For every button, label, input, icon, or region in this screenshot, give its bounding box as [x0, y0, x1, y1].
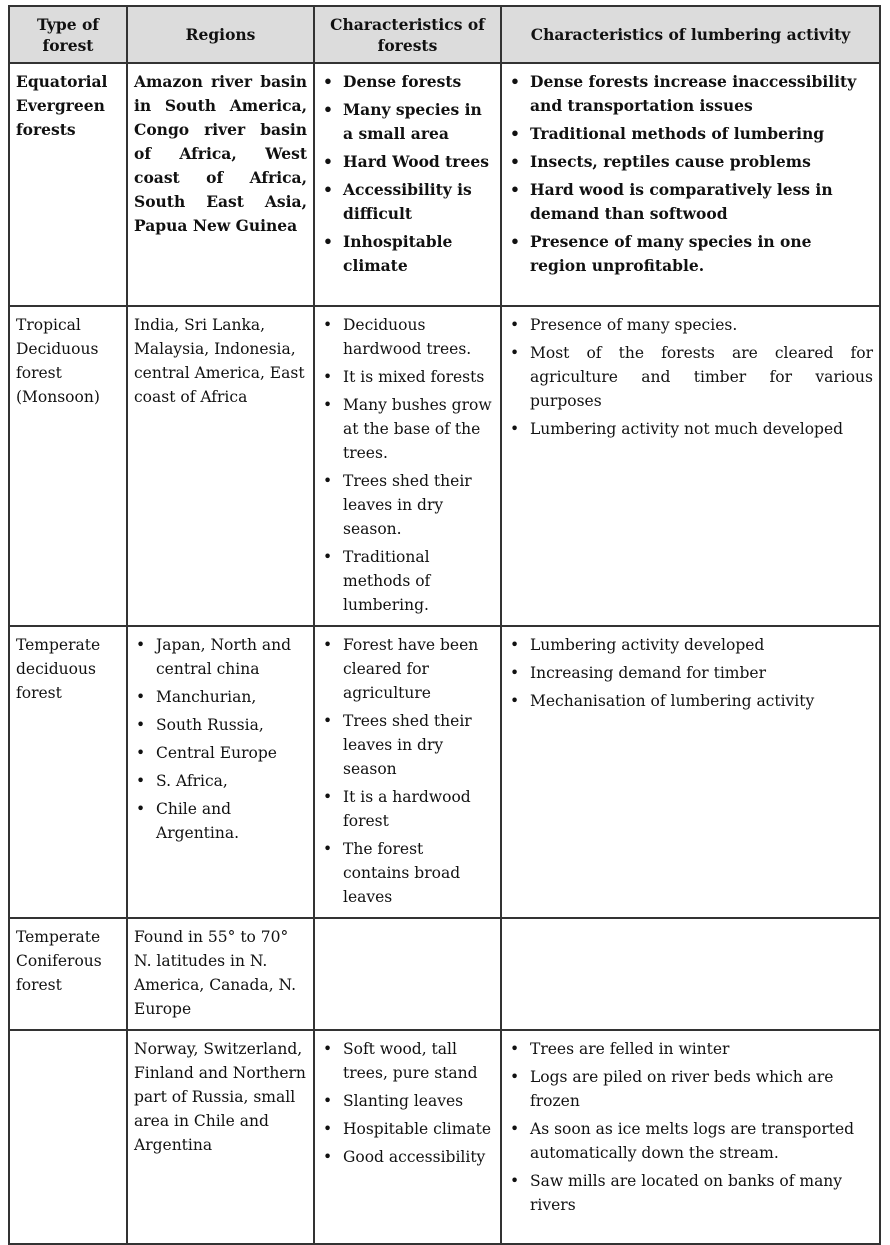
- lumbering: [501, 1030, 880, 1244]
- table-row: [9, 626, 880, 918]
- list-item: • Lumbering activity developed: [508, 633, 873, 657]
- list-item: • Dense forests: [321, 70, 494, 94]
- list-item: • Mechanisation of lumbering activity: [508, 689, 873, 713]
- list-item: • Increasing demand for timber: [508, 661, 873, 685]
- table-row: [9, 1030, 880, 1244]
- header-type: Type of forest: [9, 6, 127, 63]
- list-item: • Hospitable climate: [321, 1117, 494, 1141]
- list-item: • Trees shed their leaves in dry season.: [321, 469, 494, 541]
- characteristics: [314, 306, 501, 626]
- list-item: • Inhospitable climate: [321, 230, 494, 278]
- table-row: [9, 306, 880, 626]
- list-item: • S. Africa,: [134, 769, 307, 793]
- list-item: • Hard Wood trees: [321, 150, 494, 174]
- characteristics: [314, 1030, 501, 1244]
- characteristics: [314, 63, 501, 306]
- regions: Amazon river basin in South America, Congo river basin of Africa, West coast of Africa, South East Asia, Papua New Guinea: [127, 63, 314, 306]
- lumbering: [501, 306, 880, 626]
- characteristics: [314, 626, 501, 918]
- list-item: • Chile and Argentina.: [134, 797, 307, 845]
- lumbering: [501, 918, 880, 1030]
- table-row: [9, 63, 880, 306]
- header-row: [9, 6, 880, 63]
- regions: [127, 626, 314, 918]
- list-item: • Trees shed their leaves in dry season: [321, 709, 494, 781]
- list-item: • South Russia,: [134, 713, 307, 737]
- list-item: • Trees are felled in winter: [508, 1037, 873, 1061]
- list-item: • Presence of many species.: [508, 313, 873, 337]
- characteristics: [314, 918, 501, 1030]
- list-item: • Hard wood is comparatively less in demand than softwood: [508, 178, 873, 226]
- list-item: • Many species in a small area: [321, 98, 494, 146]
- header-lumbering: Characteristics of lumbering activity: [501, 6, 880, 63]
- regions: Norway, Switzerland, Finland and Northern part of Russia, small area in Chile and Argentina: [127, 1030, 314, 1244]
- list-item: • Insects, reptiles cause problems: [508, 150, 873, 174]
- list-item: • As soon as ice melts logs are transported automatically down the stream.: [508, 1117, 873, 1165]
- forest-type: Equatorial Evergreen forests: [9, 63, 127, 306]
- lumbering: [501, 626, 880, 918]
- list-item: • Soft wood, tall trees, pure stand: [321, 1037, 494, 1085]
- list-item: • Most of the forests are cleared for agriculture and timber for various purposes: [508, 341, 873, 413]
- list-item: • Deciduous hardwood trees.: [321, 313, 494, 361]
- list-item: • Japan, North and central china: [134, 633, 307, 681]
- lumbering: [501, 63, 880, 306]
- regions: Found in 55° to 70° N. latitudes in N. America, Canada, N. Europe: [127, 918, 314, 1030]
- forest-type: [9, 1030, 127, 1244]
- list-item: • Many bushes grow at the base of the trees.: [321, 393, 494, 465]
- regions: India, Sri Lanka, Malaysia, Indonesia, central America, East coast of Africa: [127, 306, 314, 626]
- list-item: • Saw mills are located on banks of many rivers: [508, 1169, 873, 1217]
- forest-type: Temperate deciduous forest: [9, 626, 127, 918]
- list-item: • Good accessibility: [321, 1145, 494, 1169]
- list-item: • Central Europe: [134, 741, 307, 765]
- forest-table: [8, 5, 881, 1245]
- list-item: • Forest have been cleared for agriculture: [321, 633, 494, 705]
- header-regions: Regions: [127, 6, 314, 63]
- list-item: • Traditional methods of lumbering: [508, 122, 873, 146]
- list-item: • Presence of many species in one region unprofitable.: [508, 230, 873, 278]
- list-item: • Dense forests increase inaccessibility and transportation issues: [508, 70, 873, 118]
- table-row: [9, 918, 880, 1030]
- list-item: • It is a hardwood forest: [321, 785, 494, 833]
- list-item: • Manchurian,: [134, 685, 307, 709]
- list-item: • It is mixed forests: [321, 365, 494, 389]
- list-item: • Slanting leaves: [321, 1089, 494, 1113]
- list-item: • Lumbering activity not much developed: [508, 417, 873, 441]
- list-item: • Traditional methods of lumbering.: [321, 545, 494, 617]
- list-item: • Accessibility is difficult: [321, 178, 494, 226]
- list-item: • The forest contains broad leaves: [321, 837, 494, 909]
- header-characteristics: Characteristics of forests: [314, 6, 501, 63]
- forest-type: Tropical Deciduous forest (Monsoon): [9, 306, 127, 626]
- forest-type: Temperate Coniferous forest: [9, 918, 127, 1030]
- list-item: • Logs are piled on river beds which are frozen: [508, 1065, 873, 1113]
